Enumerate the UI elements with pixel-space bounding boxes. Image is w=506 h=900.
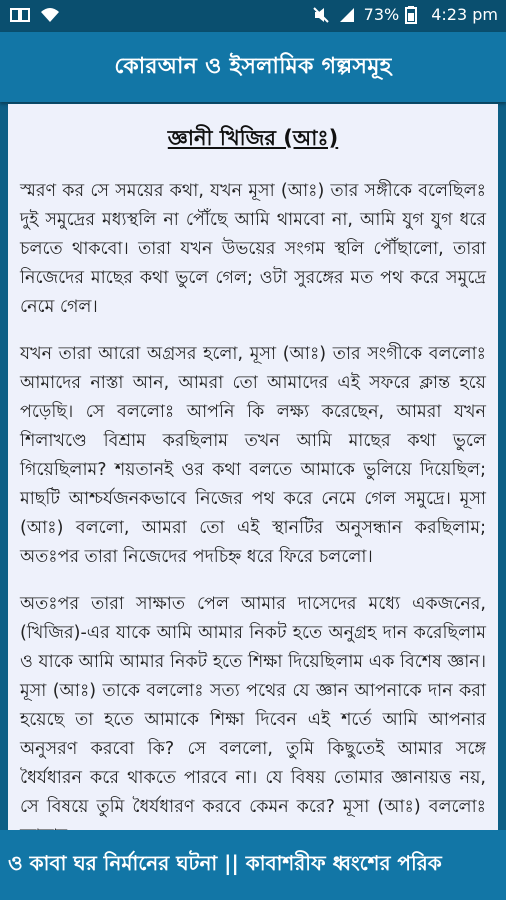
status-left-icons bbox=[10, 6, 60, 24]
content-area bbox=[8, 104, 498, 830]
story-paragraph-1: স্মরণ কর সে সময়ের কথা, যখন মূসা (আঃ) তার সঙ্গীকে বলেছিলঃ দুই সমুদ্রের মধ্যস্থলি না পৌঁছে আমি থামবো না, আমি যুগ যুগ ধরে চলতে থাকবো। তারা যখন উভয়ের সংগম স্থলি পৌঁছালো, তারা নিজেদের মাছের কথা ভুলে গেল; ওটা সুরঙ্গের মত পথ করে সমুদ্রে নেমে গেল। bbox=[20, 181, 486, 317]
marquee-ticker[interactable] bbox=[0, 830, 506, 900]
battery-percent: 73% bbox=[363, 5, 400, 24]
story-card[interactable] bbox=[8, 104, 498, 830]
wifi-icon bbox=[40, 6, 60, 24]
status-bar bbox=[0, 0, 506, 32]
clock: 4:23 pm bbox=[431, 5, 498, 24]
book-notification-icon bbox=[10, 6, 30, 24]
battery-icon bbox=[405, 6, 425, 24]
mute-icon bbox=[312, 6, 332, 24]
app-title: কোরআন ও ইসলামিক গল্পসমূহ bbox=[114, 53, 392, 79]
story-paragraph-2: যখন তারা আরো অগ্রসর হলো, মূসা (আঃ) তার সংগীকে বললোঃ আমাদের নাস্তা আন, আমরা তো আমাদের এই সফরে ক্লান্ত হয়ে পড়েছি। সে বললোঃ আপনি কি লক্ষ্য করেছেন, আমরা যখন শিলাখণ্ডে বিশ্রাম করছিলাম তখন আমি মাছের কথা ভুলে গিয়েছিলাম? শয়তানই ওর কথা বলতে আমাকে ভুলিয়ে দিয়েছিল; মাছটি আশ্চর্যজনকভাবে নিজের পথ করে নেমে গেল সমুদ্রে। মূসা (আঃ) বললো, আমরা তো এই স্থানটির অনুসন্ধান করছিলাম; অতঃপর তারা নিজেদের পদচিহ্ন ধরে ফিরে চললো। bbox=[20, 344, 486, 567]
signal-icon bbox=[338, 6, 358, 24]
ticker-text: ও কাবা ঘর নির্মানের ঘটনা || কাবাশরীফ ধ্বংশের পরিক bbox=[8, 850, 442, 875]
app-bar bbox=[0, 32, 506, 102]
story-paragraph-3: অতঃপর তারা সাক্ষাত পেল আমার দাসেদের মধ্যে একজনের, (খিজির)-এর যাকে আমি আমার নিকট হতে অনুগ্রহ দান করেছিলাম ও যাকে আমি আমার নিকট হতে শিক্ষা দিয়েছিলাম এক বিশেষ জ্ঞান। মূসা (আঃ) তাকে বললোঃ সত্য পথের যে জ্ঞান আপনাকে দান করা হয়েছে তা হতে আমাকে শিক্ষা দিবেন এই শর্তে আমি আপনার অনুসরণ করবো কি? সে বললো, তুমি কিছুতেই আমার সঙ্গে ধৈর্যধারন করে থাকতে পারবে না। যে বিষয় তোমার জ্ঞানায়ত্ত নয়, সে বিষয়ে তুমি ধৈর্যধারণ করবে কেমন করে? মূসা (আঃ) বললোঃ bbox=[20, 594, 486, 817]
status-right bbox=[312, 5, 498, 24]
story-title: জ্ঞানী খিজির (আঃ) bbox=[167, 126, 339, 150]
